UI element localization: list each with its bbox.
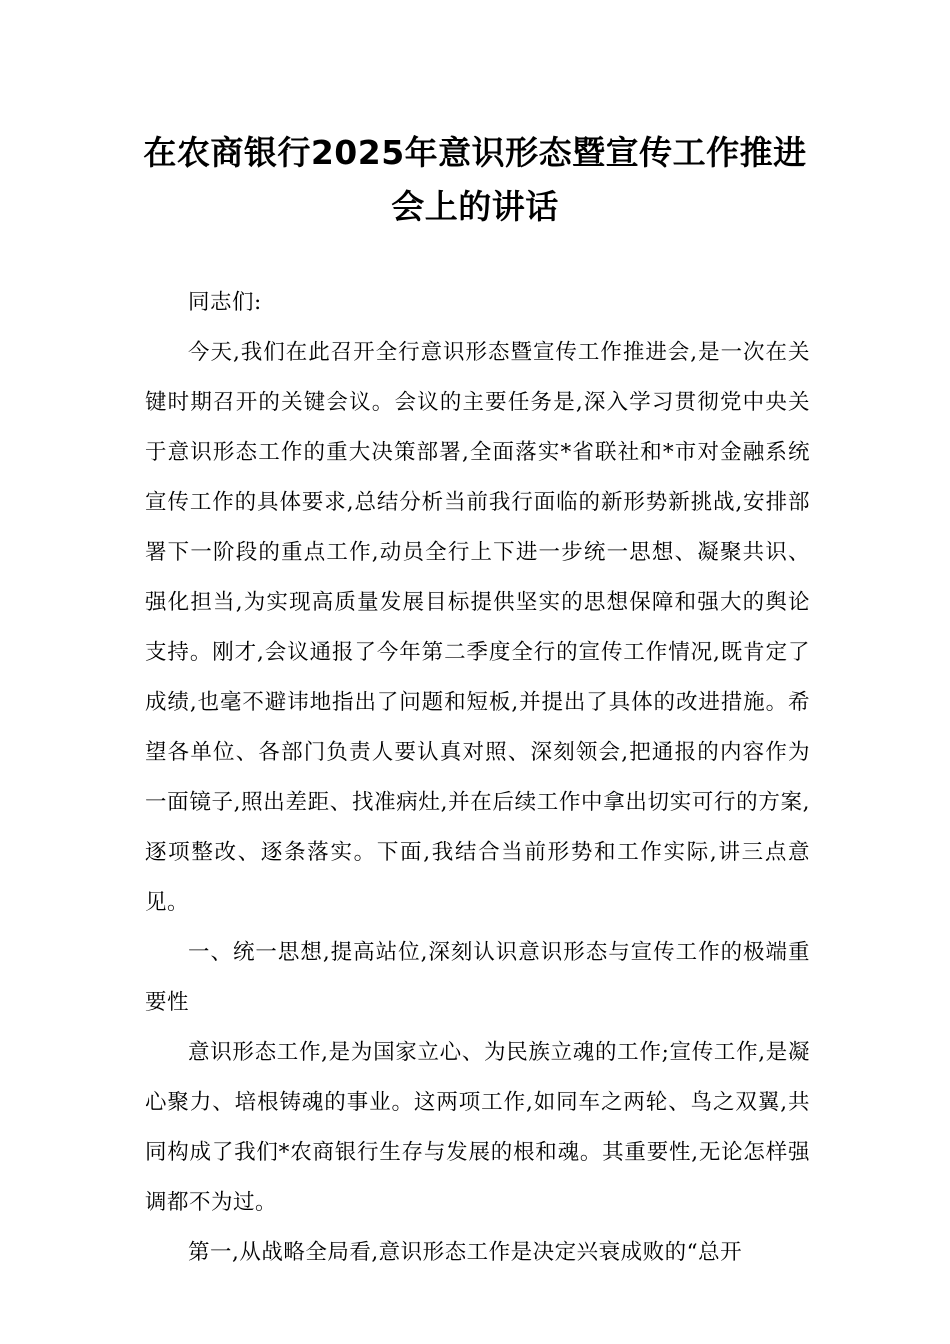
paragraph-section-1: 意识形态工作,是为国家立心、为民族立魂的工作;宣传工作,是凝心聚力、培根铸魂的事业。这两项工作,如同车之两轮、鸟之双翼,共同构成了我们*农商银行生存与发展的根和魂。其重要性,无论怎样强调都不为过。 <box>145 1040 810 1215</box>
paragraph-point-1: 第一,从战略全局看,意识形态工作是决定兴衰成败的“总开 <box>188 1240 743 1265</box>
section-heading-1: 一、统一思想,提高站位,深刻认识意识形态与宣传工作的极端重要性 <box>145 940 810 1015</box>
paragraph-intro: 今天,我们在此召开全行意识形态暨宣传工作推进会,是一次在关键时期召开的关键会议。会议的主要任务是,深入学习贯彻党中央关于意识形态工作的重大决策部署,全面落实*省联社和*市对金融系统宣传工作的具体要求,总结分析当前我行面临的新形势新挑战,安排部署下一阶段的重点工作,动员全行上下进一步统一思想、凝聚共识、强化担当,为实现高质量发展目标提供坚实的思想保障和强大的舆论支持。刚才,会议通报了今年第二季度全行的宣传工作情况,既肯定了成绩,也毫不避讳地指出了问题和短板,并提出了具体的改进措施。希望各单位、各部门负责人要认真对照、深刻领会,把通报的内容作为一面镜子,照出差距、找准病灶,并在后续工作中拿出切实可行的方案,逐项整改、逐条落实。下面,我结合当前形势和工作实际,讲三点意见。 <box>145 340 810 915</box>
salutation: 同志们: <box>188 290 262 315</box>
document-title: 在农商银行2025年意识形态暨宣传工作推进会上的讲话 <box>143 133 807 226</box>
document-body <box>145 278 810 1278</box>
